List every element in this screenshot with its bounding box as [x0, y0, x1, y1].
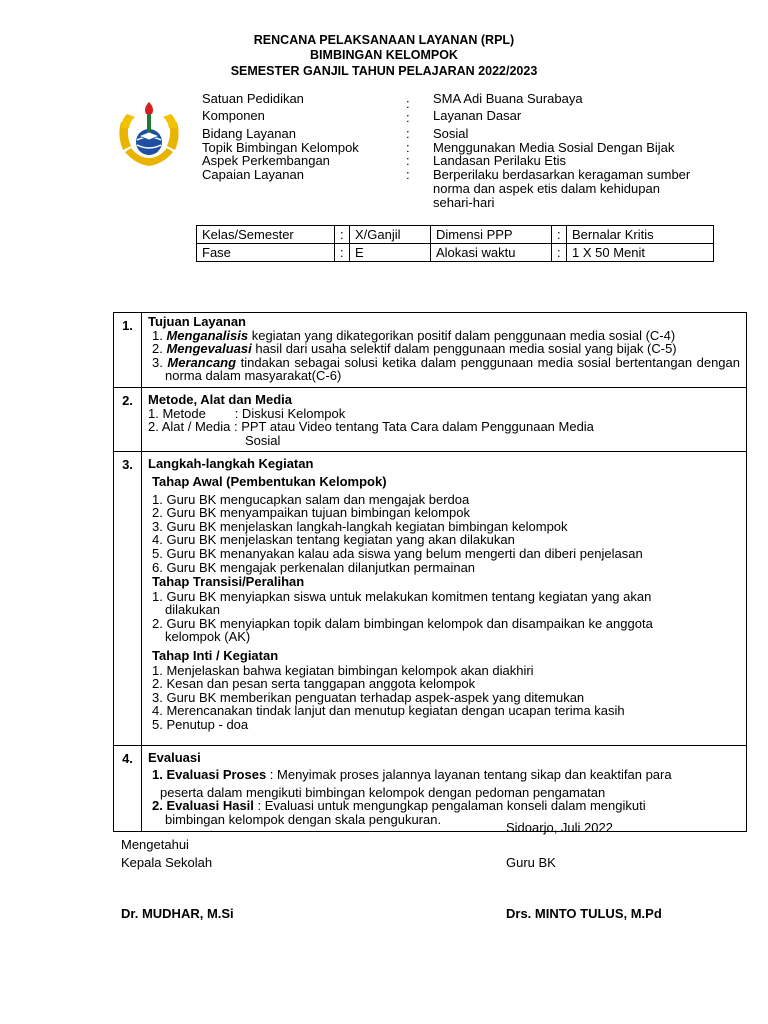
- list-item: 4. Merencanakan tindak lanjut dan menutup kegiatan dengan ucapan terima kasih: [152, 703, 625, 719]
- list-item: 5. Penutup - doa: [152, 717, 249, 733]
- info-label-topik: Topik Bimbingan Kelompok: [202, 140, 359, 155]
- meta-label: Fase: [197, 244, 335, 262]
- info-value-komponen: Layanan Dasar: [433, 108, 522, 123]
- list-item: 1. Guru BK menyiapkan siswa untuk melakukan komitmen tentang kegiatan yang akan dilakukan: [152, 588, 652, 618]
- section-tujuan: [142, 313, 747, 388]
- list-item: 1. Metode : Diskusi Kelompok: [148, 405, 346, 421]
- mengetahui-label: Mengetahui: [121, 837, 189, 852]
- meta-label: Dimensi PPP: [431, 226, 552, 244]
- meta-table: [196, 225, 714, 262]
- table-row: [197, 226, 714, 244]
- info-value-capaian-2: norma dan aspek etis dalam kehidupan: [433, 181, 660, 196]
- list-item: Sosial: [245, 432, 281, 448]
- info-value-bidang: Sosial: [433, 126, 469, 141]
- table-row: [114, 452, 747, 746]
- table-row: [114, 313, 747, 388]
- meta-value: E: [350, 244, 431, 262]
- kepala-sekolah-name: Dr. MUDHAR, M.Si: [121, 906, 234, 921]
- list-item: 1. Menjelaskan bahwa kegiatan bimbingan kelompok akan diakhiri: [152, 662, 534, 678]
- section-number: 4.: [114, 746, 142, 832]
- list-item: 3. Merancang tindakan sebagai solusi ketika dalam penggunaan media sosial bertentangan dengan norma dalam masyarakat(C-6): [152, 354, 740, 384]
- list-item: 2. Evaluasi Hasil : Evaluasi untuk mengungkap pengalaman konseli dalam mengikuti: [152, 798, 646, 814]
- list-item: peserta dalam mengikuti bimbingan kelompok dengan pedoman pengamatan: [160, 784, 606, 800]
- list-item: 2. Mengevaluasi hasil dari usaha selektif dalam penggunaan media sosial yang bijak (C-5): [152, 341, 677, 357]
- info-value-capaian-1: Berperilaku berdasarkan keragaman sumber: [433, 167, 691, 182]
- info-label-bidang: Bidang Layanan: [202, 126, 296, 141]
- guru-bk-label: Guru BK: [506, 855, 556, 870]
- list-item: 1. Guru BK mengucapkan salam dan mengajak berdoa: [152, 491, 470, 507]
- doc-subtitle: BIMBINGAN KELOMPOK: [310, 48, 458, 62]
- info-label-komponen: Komponen: [202, 108, 265, 123]
- info-colon: :: [406, 96, 410, 111]
- meta-colon: :: [335, 244, 350, 262]
- section-title: Langkah-langkah Kegiatan: [148, 456, 314, 472]
- info-label-satuan: Satuan Pedidikan: [202, 91, 304, 106]
- subsection-title: Tahap Awal (Pembentukan Kelompok): [152, 473, 387, 489]
- list-item: 3. Guru BK menjelaskan langkah-langkah kegiatan bimbingan kelompok: [152, 518, 568, 534]
- place-date: Sidoarjo, Juli 2022: [506, 820, 613, 835]
- doc-title: RENCANA PELAKSANAAN LAYANAN (RPL): [253, 33, 515, 47]
- list-item: 1. Menganalisis kegiatan yang dikategorikan positif dalam penggunaan media sosial (C-4): [152, 327, 676, 343]
- meta-value: Bernalar Kritis: [567, 226, 714, 244]
- table-row: [114, 387, 747, 451]
- doc-semester: SEMESTER GANJIL TAHUN PELAJARAN 2022/2023: [230, 64, 538, 78]
- table-row: [114, 746, 747, 832]
- meta-value: 1 X 50 Menit: [567, 244, 714, 262]
- main-table: [113, 312, 747, 832]
- info-value-topik: Menggunakan Media Sosial Dengan Bijak: [433, 140, 675, 155]
- meta-colon: :: [552, 244, 567, 262]
- subsection-title: Tahap Transisi/Peralihan: [152, 574, 305, 590]
- section-number: 2.: [114, 387, 142, 451]
- info-value-satuan: SMA Adi Buana Surabaya: [433, 91, 583, 106]
- meta-colon: :: [335, 226, 350, 244]
- section-number: 3.: [114, 452, 142, 746]
- info-label-capaian: Capaian Layanan: [202, 167, 304, 182]
- list-item: 2. Alat / Media : PPT atau Video tentang Tata Cara dalam Penggunaan Media: [148, 419, 594, 435]
- kepala-sekolah-label: Kepala Sekolah: [121, 855, 213, 870]
- info-label-aspek: Aspek Perkembangan: [202, 153, 330, 168]
- subsection-title: Tahap Inti / Kegiatan: [152, 648, 279, 664]
- meta-colon: :: [552, 226, 567, 244]
- section-evaluasi: [142, 746, 747, 832]
- school-logo-icon: [113, 100, 185, 172]
- list-item: 5. Guru BK menanyakan kalau ada siswa yang belum mengerti dan diberi penjelasan: [152, 545, 643, 561]
- list-item: 6. Guru BK mengajak perkenalan dilanjutkan permainan: [152, 559, 476, 575]
- table-row: [197, 244, 714, 262]
- meta-label: Kelas/Semester: [197, 226, 335, 244]
- list-item: 4. Guru BK menjelaskan tentang kegiatan yang akan dilakukan: [152, 532, 515, 548]
- list-item: 2. Kesan dan pesan serta tanggapan anggota kelompok: [152, 676, 476, 692]
- list-item: 2. Guru BK menyiapkan topik dalam bimbingan kelompok dan disampaikan ke anggota kelompok (AK): [152, 615, 653, 645]
- meta-value: X/Ganjil: [350, 226, 431, 244]
- list-item: 2. Guru BK menyampaikan tujuan bimbingan kelompok: [152, 505, 470, 521]
- info-value-capaian-3: sehari-hari: [433, 195, 495, 210]
- meta-label: Alokasi waktu: [431, 244, 552, 262]
- section-metode: [142, 387, 747, 451]
- list-item: bimbingan kelompok dengan skala pengukuran.: [165, 811, 442, 827]
- info-colon: :: [406, 167, 410, 182]
- list-item: 3. Guru BK memberikan penguatan terhadap aspek-aspek yang ditemukan: [152, 689, 585, 705]
- section-title: Evaluasi: [148, 750, 201, 766]
- section-title: Tujuan Layanan: [148, 314, 246, 329]
- info-colon: :: [406, 153, 410, 168]
- info-colon: :: [406, 126, 410, 141]
- section-number: 1.: [114, 313, 142, 388]
- section-langkah: [142, 452, 747, 746]
- info-colon: :: [406, 110, 410, 125]
- guru-bk-name: Drs. MINTO TULUS, M.Pd: [506, 906, 662, 921]
- list-item: 1. Evaluasi Proses : Menyimak proses jalannya layanan tentang sikap dan keaktifan para: [152, 766, 672, 782]
- section-title: Metode, Alat dan Media: [148, 391, 292, 407]
- info-value-aspek: Landasan Perilaku Etis: [433, 153, 566, 168]
- info-colon: :: [406, 140, 410, 155]
